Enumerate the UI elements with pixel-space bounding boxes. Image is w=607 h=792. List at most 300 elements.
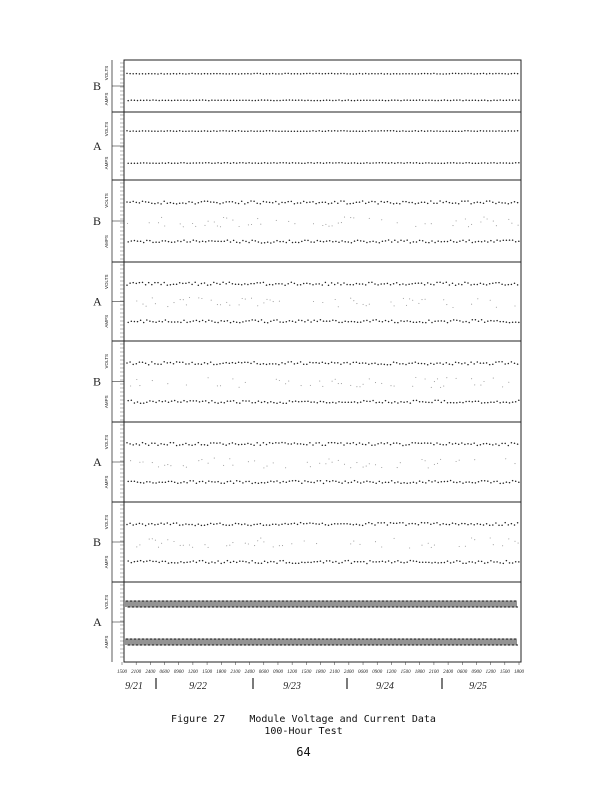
volts-data-point — [415, 442, 417, 444]
volts-data-point — [331, 524, 333, 526]
volts-data-point — [405, 284, 407, 286]
amps-data-point — [134, 561, 136, 563]
amps-data-point — [320, 319, 322, 321]
amps-data-point — [143, 402, 145, 404]
volts-data-point — [467, 73, 469, 75]
amps-data-point — [320, 560, 322, 562]
amps-data-point — [286, 321, 288, 323]
amps-data-point — [261, 162, 263, 164]
volts-data-point — [449, 284, 451, 286]
page-number: 64 — [296, 745, 311, 759]
volts-data-point — [318, 442, 320, 444]
amps-axis-label: AMPS — [104, 235, 109, 248]
volts-data-point — [229, 282, 231, 284]
volts-data-point — [216, 73, 218, 75]
faint-data-point — [375, 464, 376, 465]
volts-data-point — [318, 73, 320, 75]
amps-data-point — [400, 561, 402, 563]
volts-data-point — [160, 203, 162, 205]
volts-data-point — [201, 283, 203, 285]
amps-data-point — [236, 100, 238, 102]
amps-data-point — [279, 402, 281, 404]
amps-data-point — [217, 481, 219, 483]
volts-data-point — [145, 362, 147, 364]
time-tick-label: 1200 — [485, 670, 496, 675]
volts-data-point — [266, 73, 268, 75]
amps-data-point — [360, 561, 362, 563]
volts-data-point — [303, 283, 305, 285]
faint-data-point — [456, 378, 457, 379]
volts-data-point — [331, 282, 333, 284]
faint-data-point — [431, 223, 432, 224]
volts-data-point — [371, 73, 373, 75]
volts-data-point — [458, 443, 460, 445]
volts-data-point — [269, 130, 271, 132]
volts-data-point — [498, 361, 500, 363]
amps-data-point — [372, 319, 374, 321]
volts-data-point — [380, 201, 382, 203]
amps-data-point — [344, 320, 346, 322]
faint-data-point — [403, 298, 404, 299]
volts-data-point — [188, 444, 190, 446]
time-tick-label: 2400 — [343, 670, 354, 675]
amps-data-point — [425, 322, 427, 324]
amps-data-point — [165, 163, 167, 165]
volts-data-point — [393, 361, 395, 363]
volts-data-point — [337, 523, 339, 525]
amps-data-point — [165, 240, 167, 242]
amps-data-point — [332, 100, 334, 102]
panel-letter: B — [93, 214, 102, 228]
volts-data-point — [514, 201, 516, 203]
volts-data-point — [424, 442, 426, 444]
volts-data-point — [365, 73, 367, 75]
volts-data-point — [514, 442, 516, 444]
volts-data-point — [402, 363, 404, 365]
volts-data-point — [198, 442, 200, 444]
amps-data-point — [360, 321, 362, 323]
volts-data-point — [191, 130, 193, 132]
amps-data-point — [338, 322, 340, 324]
amps-data-point — [211, 240, 213, 242]
volts-data-point — [216, 364, 218, 366]
volts-data-point — [430, 524, 432, 526]
volts-data-point — [343, 200, 345, 202]
volts-data-point — [309, 442, 311, 444]
volts-data-point — [470, 130, 472, 132]
volts-data-point — [501, 361, 503, 363]
volts-axis-label: VOLTS — [104, 354, 109, 369]
volts-data-point — [229, 130, 231, 132]
amps-data-point — [385, 561, 387, 563]
amps-data-point — [462, 402, 464, 404]
amps-data-point — [282, 241, 284, 243]
amps-data-point — [177, 240, 179, 242]
amps-data-point — [273, 402, 275, 404]
volts-data-point — [349, 73, 351, 75]
volts-data-point — [396, 442, 398, 444]
faint-data-point — [285, 383, 286, 384]
volts-data-point — [272, 202, 274, 204]
amps-data-point — [515, 561, 517, 563]
faint-data-point — [136, 379, 137, 380]
volts-data-point — [312, 523, 314, 525]
volts-data-point — [148, 523, 150, 525]
faint-data-point — [217, 385, 218, 386]
amps-data-point — [475, 400, 477, 402]
volts-data-point — [247, 284, 249, 286]
amps-data-point — [496, 239, 498, 241]
amps-data-point — [422, 240, 424, 242]
amps-data-point — [450, 402, 452, 404]
faint-data-point — [493, 221, 494, 222]
volts-data-point — [244, 203, 246, 205]
amps-data-point — [484, 321, 486, 323]
amps-data-point — [344, 401, 346, 403]
volts-data-point — [213, 442, 215, 444]
amps-data-point — [286, 562, 288, 564]
amps-data-point — [425, 162, 427, 164]
amps-data-point — [335, 241, 337, 243]
volts-data-point — [480, 362, 482, 364]
time-tick-label: 0900 — [471, 670, 482, 675]
volts-data-point — [483, 362, 485, 364]
volts-data-point — [129, 282, 131, 284]
volts-data-point — [396, 282, 398, 284]
amps-data-point — [248, 99, 250, 101]
volts-data-point — [136, 202, 138, 204]
amps-data-point — [270, 321, 272, 323]
amps-data-point — [515, 401, 517, 403]
amps-data-point — [295, 100, 297, 102]
amps-data-point — [434, 242, 436, 244]
amps-data-point — [348, 321, 350, 323]
amps-data-point — [180, 401, 182, 403]
volts-data-point — [191, 444, 193, 446]
volts-data-point — [473, 363, 475, 365]
amps-data-point — [431, 402, 433, 404]
amps-data-point — [137, 321, 139, 323]
volts-data-point — [198, 523, 200, 525]
amps-data-point — [168, 162, 170, 164]
amps-data-point — [360, 401, 362, 403]
volts-data-point — [455, 361, 457, 363]
volts-data-point — [334, 284, 336, 286]
volts-data-point — [473, 442, 475, 444]
volts-data-point — [278, 73, 280, 75]
volts-data-point — [411, 362, 413, 364]
amps-data-point — [279, 241, 281, 243]
amps-data-point — [416, 482, 418, 484]
volts-data-point — [359, 524, 361, 526]
volts-data-point — [328, 363, 330, 365]
volts-data-point — [188, 130, 190, 132]
amps-data-point — [369, 100, 371, 102]
volts-data-point — [492, 130, 494, 132]
volts-data-point — [213, 130, 215, 132]
faint-data-point — [437, 463, 438, 464]
volts-data-point — [362, 283, 364, 285]
volts-data-point — [142, 130, 144, 132]
amps-data-point — [177, 483, 179, 485]
volts-data-point — [204, 130, 206, 132]
volts-data-point — [393, 130, 395, 132]
volts-data-point — [328, 203, 330, 205]
volts-data-point — [225, 444, 227, 446]
amps-data-point — [233, 321, 235, 323]
faint-data-point — [356, 303, 357, 304]
volts-data-point — [461, 130, 463, 132]
amps-data-point — [261, 402, 263, 404]
amps-data-point — [379, 481, 381, 483]
amps-data-point — [214, 321, 216, 323]
volts-data-point — [315, 131, 317, 133]
volts-data-point — [219, 130, 221, 132]
volts-data-point — [207, 524, 209, 526]
amps-data-point — [422, 401, 424, 403]
volts-data-point — [129, 523, 131, 525]
volts-data-point — [253, 524, 255, 526]
faint-data-point — [468, 226, 469, 227]
amps-data-point — [447, 402, 449, 404]
amps-data-point — [515, 241, 517, 243]
volts-data-point — [148, 73, 150, 75]
volts-data-point — [467, 200, 469, 202]
amps-data-point — [478, 320, 480, 322]
volts-data-point — [442, 523, 444, 525]
volts-data-point — [315, 283, 317, 285]
volts-data-point — [151, 73, 153, 75]
faint-data-point — [279, 545, 280, 546]
amps-data-point — [264, 242, 266, 244]
faint-data-point — [471, 224, 472, 225]
faint-data-point — [276, 220, 277, 221]
volts-data-point — [188, 201, 190, 203]
volts-data-point — [145, 130, 147, 132]
amps-data-point — [456, 402, 458, 404]
faint-data-point — [142, 461, 143, 462]
amps-data-point — [496, 162, 498, 164]
volts-data-point — [452, 130, 454, 132]
volts-data-point — [281, 130, 283, 132]
time-tick-label: 1800 — [514, 670, 524, 675]
amps-data-point — [419, 240, 421, 242]
volts-data-point — [371, 445, 373, 447]
volts-data-point — [194, 363, 196, 365]
volts-data-point — [167, 284, 169, 286]
volts-data-point — [508, 524, 510, 526]
volts-data-point — [219, 203, 221, 205]
amps-data-point — [127, 100, 129, 102]
volts-data-point — [334, 130, 336, 132]
volts-data-point — [492, 202, 494, 204]
faint-data-point — [363, 304, 364, 305]
amps-data-point — [258, 400, 260, 402]
amps-data-point — [354, 561, 356, 563]
amps-data-point — [406, 99, 408, 101]
volts-data-point — [185, 203, 187, 205]
volts-data-point — [374, 130, 376, 132]
amps-data-point — [220, 320, 222, 322]
amps-data-point — [146, 560, 148, 562]
volts-data-point — [514, 362, 516, 364]
amps-data-point — [459, 99, 461, 101]
amps-data-point — [375, 99, 377, 101]
amps-data-point — [428, 99, 430, 101]
faint-data-point — [223, 217, 224, 218]
amps-data-point — [146, 99, 148, 101]
volts-data-point — [297, 130, 299, 132]
volts-data-point — [399, 130, 401, 132]
amps-data-point — [518, 482, 520, 484]
amps-data-point — [227, 239, 229, 241]
amps-data-point — [143, 162, 145, 164]
amps-data-point — [202, 481, 204, 483]
amps-data-point — [478, 481, 480, 483]
volts-data-point — [371, 282, 373, 284]
volts-data-point — [458, 524, 460, 526]
amps-data-point — [313, 401, 315, 403]
volts-data-point — [213, 282, 215, 284]
volts-data-point — [250, 130, 252, 132]
volts-data-point — [439, 282, 441, 284]
amps-data-point — [360, 100, 362, 102]
volts-data-point — [393, 73, 395, 75]
volts-data-point — [427, 522, 429, 524]
amps-data-point — [468, 162, 470, 164]
amps-data-point — [422, 561, 424, 563]
amps-data-point — [149, 162, 151, 164]
amps-data-point — [220, 402, 222, 404]
faint-data-point — [325, 463, 326, 464]
volts-data-point — [436, 130, 438, 132]
time-tick-label: 1800 — [315, 670, 326, 675]
amps-data-point — [425, 562, 427, 564]
volts-data-point — [455, 443, 457, 445]
volts-data-point — [247, 202, 249, 204]
amps-data-point — [183, 400, 185, 402]
volts-data-point — [312, 444, 314, 446]
amps-data-point — [264, 162, 266, 164]
volts-data-point — [436, 73, 438, 75]
amps-data-point — [394, 401, 396, 403]
volts-data-point — [486, 73, 488, 75]
volts-data-point — [504, 73, 506, 75]
volts-data-point — [331, 202, 333, 204]
amps-data-point — [332, 402, 334, 404]
volts-data-point — [396, 202, 398, 204]
volts-data-point — [464, 200, 466, 202]
volts-data-point — [387, 201, 389, 203]
amps-data-point — [158, 481, 160, 483]
volts-data-point — [284, 284, 286, 286]
volts-data-point — [272, 130, 274, 132]
volts-data-point — [353, 130, 355, 132]
amps-data-point — [196, 100, 198, 102]
volts-data-point — [439, 444, 441, 446]
volts-data-point — [458, 283, 460, 285]
amps-data-point — [382, 321, 384, 323]
amps-data-point — [217, 402, 219, 404]
volts-data-point — [173, 284, 175, 286]
amps-data-point — [382, 482, 384, 484]
amps-data-point — [410, 162, 412, 164]
amps-data-point — [335, 320, 337, 322]
amps-data-point — [506, 321, 508, 323]
amps-data-point — [258, 482, 260, 484]
volts-data-point — [405, 444, 407, 446]
volts-data-point — [418, 524, 420, 526]
faint-data-point — [369, 304, 370, 305]
figure-caption-title: Figure 27 Module Voltage and Current Data — [171, 714, 436, 725]
amps-data-point — [295, 400, 297, 402]
amps-data-point — [360, 482, 362, 484]
volts-data-point — [204, 73, 206, 75]
volts-data-point — [173, 442, 175, 444]
amps-data-point — [286, 99, 288, 101]
amps-data-point — [279, 321, 281, 323]
faint-data-point — [139, 462, 140, 463]
amps-data-point — [279, 560, 281, 562]
faint-data-point — [254, 460, 255, 461]
amps-data-point — [245, 400, 247, 402]
amps-data-point — [329, 481, 331, 483]
time-tick-label: 0600 — [258, 670, 269, 675]
amps-data-point — [189, 321, 191, 323]
volts-data-point — [359, 201, 361, 203]
volts-data-point — [418, 73, 420, 75]
faint-data-point — [155, 540, 156, 541]
amps-data-point — [248, 562, 250, 564]
faint-data-point — [381, 383, 382, 384]
amps-data-point — [196, 400, 198, 402]
amps-data-point — [406, 401, 408, 403]
volts-data-point — [176, 522, 178, 524]
amps-data-point — [397, 402, 399, 404]
volts-data-point — [514, 73, 516, 75]
amps-data-point — [472, 100, 474, 102]
amps-data-point — [493, 99, 495, 101]
volts-data-point — [250, 283, 252, 285]
amps-data-point — [236, 321, 238, 323]
amps-data-point — [506, 481, 508, 483]
amps-data-point — [214, 562, 216, 564]
amps-data-point — [255, 319, 256, 321]
faint-data-point — [279, 380, 280, 381]
amps-data-point — [357, 561, 359, 563]
amps-data-point — [468, 401, 470, 403]
amps-data-point — [155, 100, 157, 102]
volts-data-point — [337, 203, 339, 205]
volts-data-point — [315, 362, 317, 364]
volts-data-point — [492, 524, 494, 526]
volts-data-point — [452, 283, 454, 285]
volts-data-point — [300, 284, 302, 286]
volts-data-point — [374, 201, 376, 203]
volts-data-point — [235, 443, 237, 445]
volts-data-point — [145, 201, 147, 203]
amps-data-point — [292, 320, 294, 322]
amps-data-point — [403, 321, 405, 323]
volts-data-point — [157, 282, 159, 284]
volts-data-point — [353, 203, 355, 205]
volts-data-point — [151, 203, 153, 205]
volts-data-point — [343, 523, 345, 525]
faint-data-point — [335, 299, 336, 300]
volts-data-point — [247, 524, 249, 526]
volts-data-point — [458, 73, 460, 75]
volts-data-point — [213, 524, 215, 526]
